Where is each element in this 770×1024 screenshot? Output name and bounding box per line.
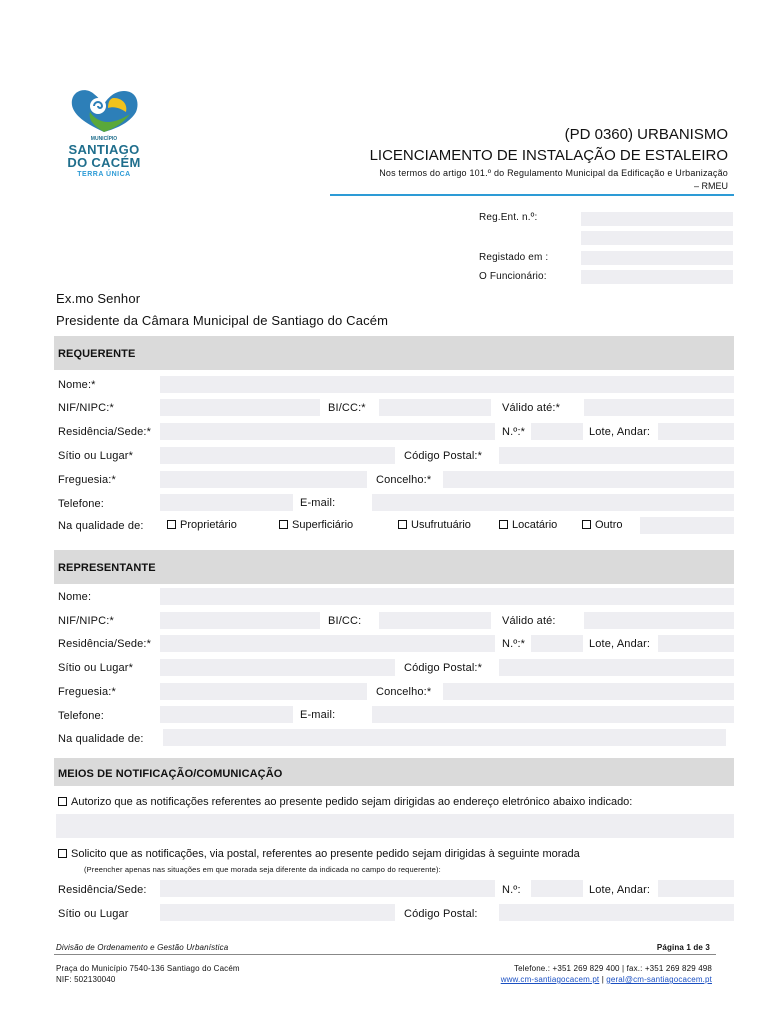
req-option-locatario-label: Locatário: [512, 519, 558, 531]
funcionario-label: O Funcionário:: [479, 271, 547, 282]
funcionario-field[interactable]: [581, 270, 733, 284]
rep-numero-label: N.º:*: [502, 638, 526, 650]
req-option-proprietario-label: Proprietário: [180, 519, 237, 531]
footer-separator: |: [601, 975, 604, 984]
notif-sitio-field[interactable]: [160, 904, 395, 921]
rep-freguesia-label: Freguesia:*: [58, 686, 116, 698]
req-nif-label: NIF/NIPC:*: [58, 402, 114, 414]
req-bicc-label: BI/CC:*: [328, 402, 366, 414]
rep-email-label: E-mail:: [300, 709, 336, 721]
req-outro-field[interactable]: [640, 517, 734, 534]
registado-label: Registado em :: [479, 252, 549, 263]
form-title: LICENCIAMENTO DE INSTALAÇÃO DE ESTALEIRO: [369, 147, 728, 164]
notif-numero-field[interactable]: [531, 880, 583, 897]
footer-phone: Telefone.: +351 269 829 400 | fax.: +351 269 829 498: [513, 964, 712, 973]
form-code: (PD 0360) URBANISMO: [564, 126, 728, 143]
notif-lote-field[interactable]: [658, 880, 734, 897]
rep-email-field[interactable]: [372, 706, 734, 723]
municipality-logo: [64, 88, 144, 184]
rep-lote-field[interactable]: [658, 635, 734, 652]
req-sitio-label: Sítio ou Lugar*: [58, 450, 134, 462]
logo-line-1: MUNICÍPIO: [90, 136, 118, 142]
checkbox-icon: [167, 520, 176, 529]
req-option-superficiario-label: Superficiário: [292, 519, 354, 531]
footer-nif: NIF: 502130040: [56, 975, 116, 984]
req-residencia-field[interactable]: [160, 423, 495, 440]
reg-ent-field-2[interactable]: [581, 231, 733, 245]
req-option-outro-label: Outro: [595, 519, 623, 531]
req-concelho-field[interactable]: [443, 471, 734, 488]
rep-sitio-label: Sítio ou Lugar*: [58, 662, 134, 674]
footer-division: Divisão de Ordenamento e Gestão Urbanística: [56, 943, 229, 952]
req-option-usufrutuario[interactable]: [398, 519, 471, 531]
notif-sitio-label: Sítio ou Lugar: [58, 908, 129, 920]
rep-bicc-field[interactable]: [379, 612, 491, 629]
notif-note: (Preencher apenas nas situações em que morada seja diferente da indicada no campo do requerente):: [84, 865, 441, 874]
rep-numero-field[interactable]: [531, 635, 583, 652]
req-freguesia-label: Freguesia:*: [58, 474, 116, 486]
logo-line-2: SANTIAGO: [68, 142, 140, 157]
rep-concelho-field[interactable]: [443, 683, 734, 700]
form-subtitle-1: Nos termos do artigo 101.º do Regulamento Municipal da Edificação e Urbanização: [379, 168, 728, 178]
rep-valido-label: Válido até:: [502, 615, 556, 627]
req-option-usufrutuario-label: Usufrutuário: [411, 519, 471, 531]
req-email-label: E-mail:: [300, 497, 336, 509]
notif-email-field[interactable]: [56, 814, 734, 838]
rep-freguesia-field[interactable]: [160, 683, 367, 700]
notif-residencia-label: Residência/Sede:: [58, 884, 147, 896]
rep-nif-label: NIF/NIPC:*: [58, 615, 114, 627]
req-lote-label: Lote, Andar:: [589, 426, 651, 438]
rep-telefone-label: Telefone:: [58, 710, 104, 722]
logo-line-4: TERRA ÚNICA: [77, 171, 131, 178]
footer-rule: [54, 954, 716, 955]
salutation-line-2: Presidente da Câmara Municipal de Santiago do Cacém: [56, 313, 389, 328]
req-freguesia-field[interactable]: [160, 471, 367, 488]
reg-ent-field[interactable]: [581, 212, 733, 226]
footer-email-link[interactable]: geral@cm-santiagocacem.pt: [606, 975, 712, 984]
footer-address: Praça do Município 7540-136 Santiago do Cacém: [56, 964, 240, 973]
rep-valido-field[interactable]: [584, 612, 734, 629]
checkbox-icon: [499, 520, 508, 529]
footer-website-link[interactable]: www.cm-santiagocacem.pt: [500, 975, 600, 984]
footer-contacts: [501, 975, 712, 984]
notif-option-email[interactable]: [58, 796, 632, 808]
notif-codigo-postal-label: Código Postal:: [404, 908, 478, 920]
rep-nif-field[interactable]: [160, 612, 320, 629]
rep-qualidade-label: Na qualidade de:: [58, 733, 144, 745]
req-lote-field[interactable]: [658, 423, 734, 440]
footer-page: Página 1 de 3: [656, 943, 710, 952]
rep-codigo-postal-field[interactable]: [499, 659, 734, 676]
req-option-superficiario[interactable]: [279, 519, 353, 531]
header-rule: [330, 194, 734, 196]
notificacao-heading: MEIOS DE NOTIFICAÇÃO/COMUNICAÇÃO: [58, 768, 283, 780]
notif-option-email-label: Autorizo que as notificações referentes ao presente pedido sejam dirigidas ao endereço eletrónico abaixo indicado:: [71, 796, 633, 808]
rep-lote-label: Lote, Andar:: [589, 638, 651, 650]
rep-residencia-field[interactable]: [160, 635, 495, 652]
req-nif-field[interactable]: [160, 399, 320, 416]
req-numero-label: N.º:*: [502, 426, 526, 438]
notif-lote-label: Lote, Andar:: [589, 884, 651, 896]
logo-line-3: DO CACÉM: [67, 155, 141, 170]
rep-residencia-label: Residência/Sede:*: [58, 638, 152, 650]
rep-sitio-field[interactable]: [160, 659, 395, 676]
rep-concelho-label: Concelho:*: [376, 686, 432, 698]
req-option-locatario[interactable]: [499, 519, 557, 531]
rep-telefone-field[interactable]: [160, 706, 293, 723]
requerente-section-header: [54, 336, 734, 370]
rep-bicc-label: BI/CC:: [328, 615, 362, 627]
req-codigo-postal-label: Código Postal:*: [404, 450, 483, 462]
representante-section-header: [54, 550, 734, 584]
req-telefone-label: Telefone:: [58, 498, 104, 510]
requerente-heading: REQUERENTE: [58, 348, 136, 360]
req-residencia-label: Residência/Sede:*: [58, 426, 152, 438]
rep-qualidade-field[interactable]: [163, 729, 726, 746]
representante-heading: REPRESENTANTE: [58, 562, 156, 574]
notif-residencia-field[interactable]: [160, 880, 495, 897]
checkbox-icon: [398, 520, 407, 529]
checkbox-icon: [58, 849, 67, 858]
req-codigo-postal-field[interactable]: [499, 447, 734, 464]
req-telefone-field[interactable]: [160, 494, 293, 511]
req-qualidade-label: Na qualidade de:: [58, 520, 144, 532]
notif-numero-label: N.º:: [502, 884, 521, 896]
checkbox-icon: [58, 797, 67, 806]
logo-heart-icon: [64, 88, 144, 136]
req-valido-label: Válido até:*: [502, 402, 561, 414]
req-nome-field[interactable]: [160, 376, 734, 393]
checkbox-icon: [582, 520, 591, 529]
reg-ent-label: Reg.Ent. n.º:: [479, 212, 538, 223]
notif-option-postal-label: Solicito que as notificações, via postal, referentes ao presente pedido sejam dirigidas à seguinte morada: [71, 848, 580, 860]
rep-codigo-postal-label: Código Postal:*: [404, 662, 483, 674]
notificacao-section-header: [54, 758, 734, 786]
form-subtitle-2: – RMEU: [693, 181, 728, 191]
checkbox-icon: [279, 520, 288, 529]
req-numero-field[interactable]: [531, 423, 583, 440]
req-nome-label: Nome:*: [58, 379, 96, 391]
notif-option-postal[interactable]: [58, 848, 580, 860]
req-option-outro[interactable]: [582, 519, 623, 531]
req-valido-field[interactable]: [584, 399, 734, 416]
req-concelho-label: Concelho:*: [376, 474, 432, 486]
notif-codigo-postal-field[interactable]: [499, 904, 734, 921]
req-option-proprietario[interactable]: [167, 519, 237, 531]
salutation-line-1: Ex.mo Senhor: [56, 291, 141, 306]
req-email-field[interactable]: [372, 494, 734, 511]
registado-field[interactable]: [581, 251, 733, 265]
req-bicc-field[interactable]: [379, 399, 491, 416]
req-sitio-field[interactable]: [160, 447, 395, 464]
rep-nome-label: Nome:: [58, 591, 92, 603]
rep-nome-field[interactable]: [160, 588, 734, 605]
